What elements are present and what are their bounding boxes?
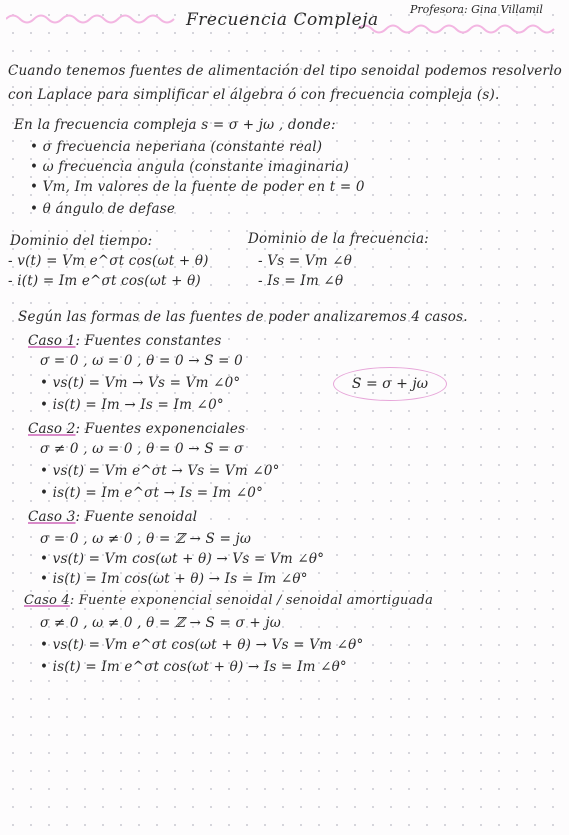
definition-item: • σ frecuencia neperiana (constante real) (30, 139, 323, 155)
time-domain-line: - v(t) = Vm e^σt cos(ωt + θ) (8, 253, 209, 269)
definition-item: • θ ángulo de defase (30, 201, 176, 217)
right-wave-decoration (358, 22, 563, 36)
case-2-condition: σ ≠ 0 , ω = 0 , θ = 0 → S = σ (40, 441, 244, 457)
case-3-condition: σ = 0 , ω ≠ 0 , θ = ℤ → S = jω (40, 531, 252, 547)
case-3-heading: Caso 3: Fuente senoidal (28, 509, 198, 525)
time-domain-title: Dominio del tiempo: (10, 233, 153, 249)
frequency-domain-line: - Vs = Vm ∠θ (258, 253, 353, 269)
frequency-domain-line: - Is = Im ∠θ (258, 273, 344, 289)
page-title: Frecuencia Compleja (186, 10, 379, 30)
time-domain-line: - i(t) = Im e^σt cos(ωt + θ) (8, 273, 201, 289)
case-4-line: • vs(t) = Vm e^σt cos(ωt + θ) → Vs = Vm ∠θ° (40, 637, 364, 653)
case-3-line: • is(t) = Im cos(ωt + θ) → Is = Im ∠θ° (40, 571, 308, 587)
left-wave-decoration (6, 12, 181, 26)
case-4-line: • is(t) = Im e^σt cos(ωt + θ) → Is = Im ∠θ° (40, 659, 347, 675)
case-3-line: • vs(t) = Vm cos(ωt + θ) → Vs = Vm ∠θ° (40, 551, 325, 567)
case-1-heading: Caso 1: Fuentes constantes (28, 333, 222, 349)
definition-item: • Vm, Im valores de la fuente de poder en t = 0 (30, 179, 365, 195)
definition-lead: En la frecuencia compleja s = σ + jω , donde: (14, 117, 336, 133)
case-1-line: • vs(t) = Vm → Vs = Vm ∠0° (40, 375, 241, 391)
case-4-heading: Caso 4: Fuente exponencial senoidal / senoidal amortiguada (24, 593, 434, 608)
frequency-domain-title: Dominio de la frecuencia: (248, 231, 429, 247)
case-2-line: • vs(t) = Vm e^σt → Vs = Vm ∠0° (40, 463, 280, 479)
definition-item: • ω frecuencia angula (constante imaginaria) (30, 159, 350, 175)
intro-line-2: con Laplace para simplificar el álgebra ó con frecuencia compleja (s). (8, 87, 500, 103)
case-1-condition: σ = 0 , ω = 0 , θ = 0 → S = 0 (40, 353, 243, 369)
highlight-formula: S = σ + jω (333, 367, 447, 401)
case-1-line: • is(t) = Im → Is = Im ∠0° (40, 397, 224, 413)
case-2-heading: Caso 2: Fuentes exponenciales (28, 421, 246, 437)
cases-intro: Según las formas de las fuentes de poder analizaremos 4 casos. (18, 309, 468, 325)
teacher-name: Profesora: Gina Villamil (410, 3, 543, 16)
case-4-condition: σ ≠ 0 , ω ≠ 0 , θ = ℤ → S = σ + jω (40, 615, 281, 631)
case-2-line: • is(t) = Im e^σt → Is = Im ∠0° (40, 485, 264, 501)
intro-line-1: Cuando tenemos fuentes de alimentación del tipo senoidal podemos resolverlo (8, 63, 562, 79)
